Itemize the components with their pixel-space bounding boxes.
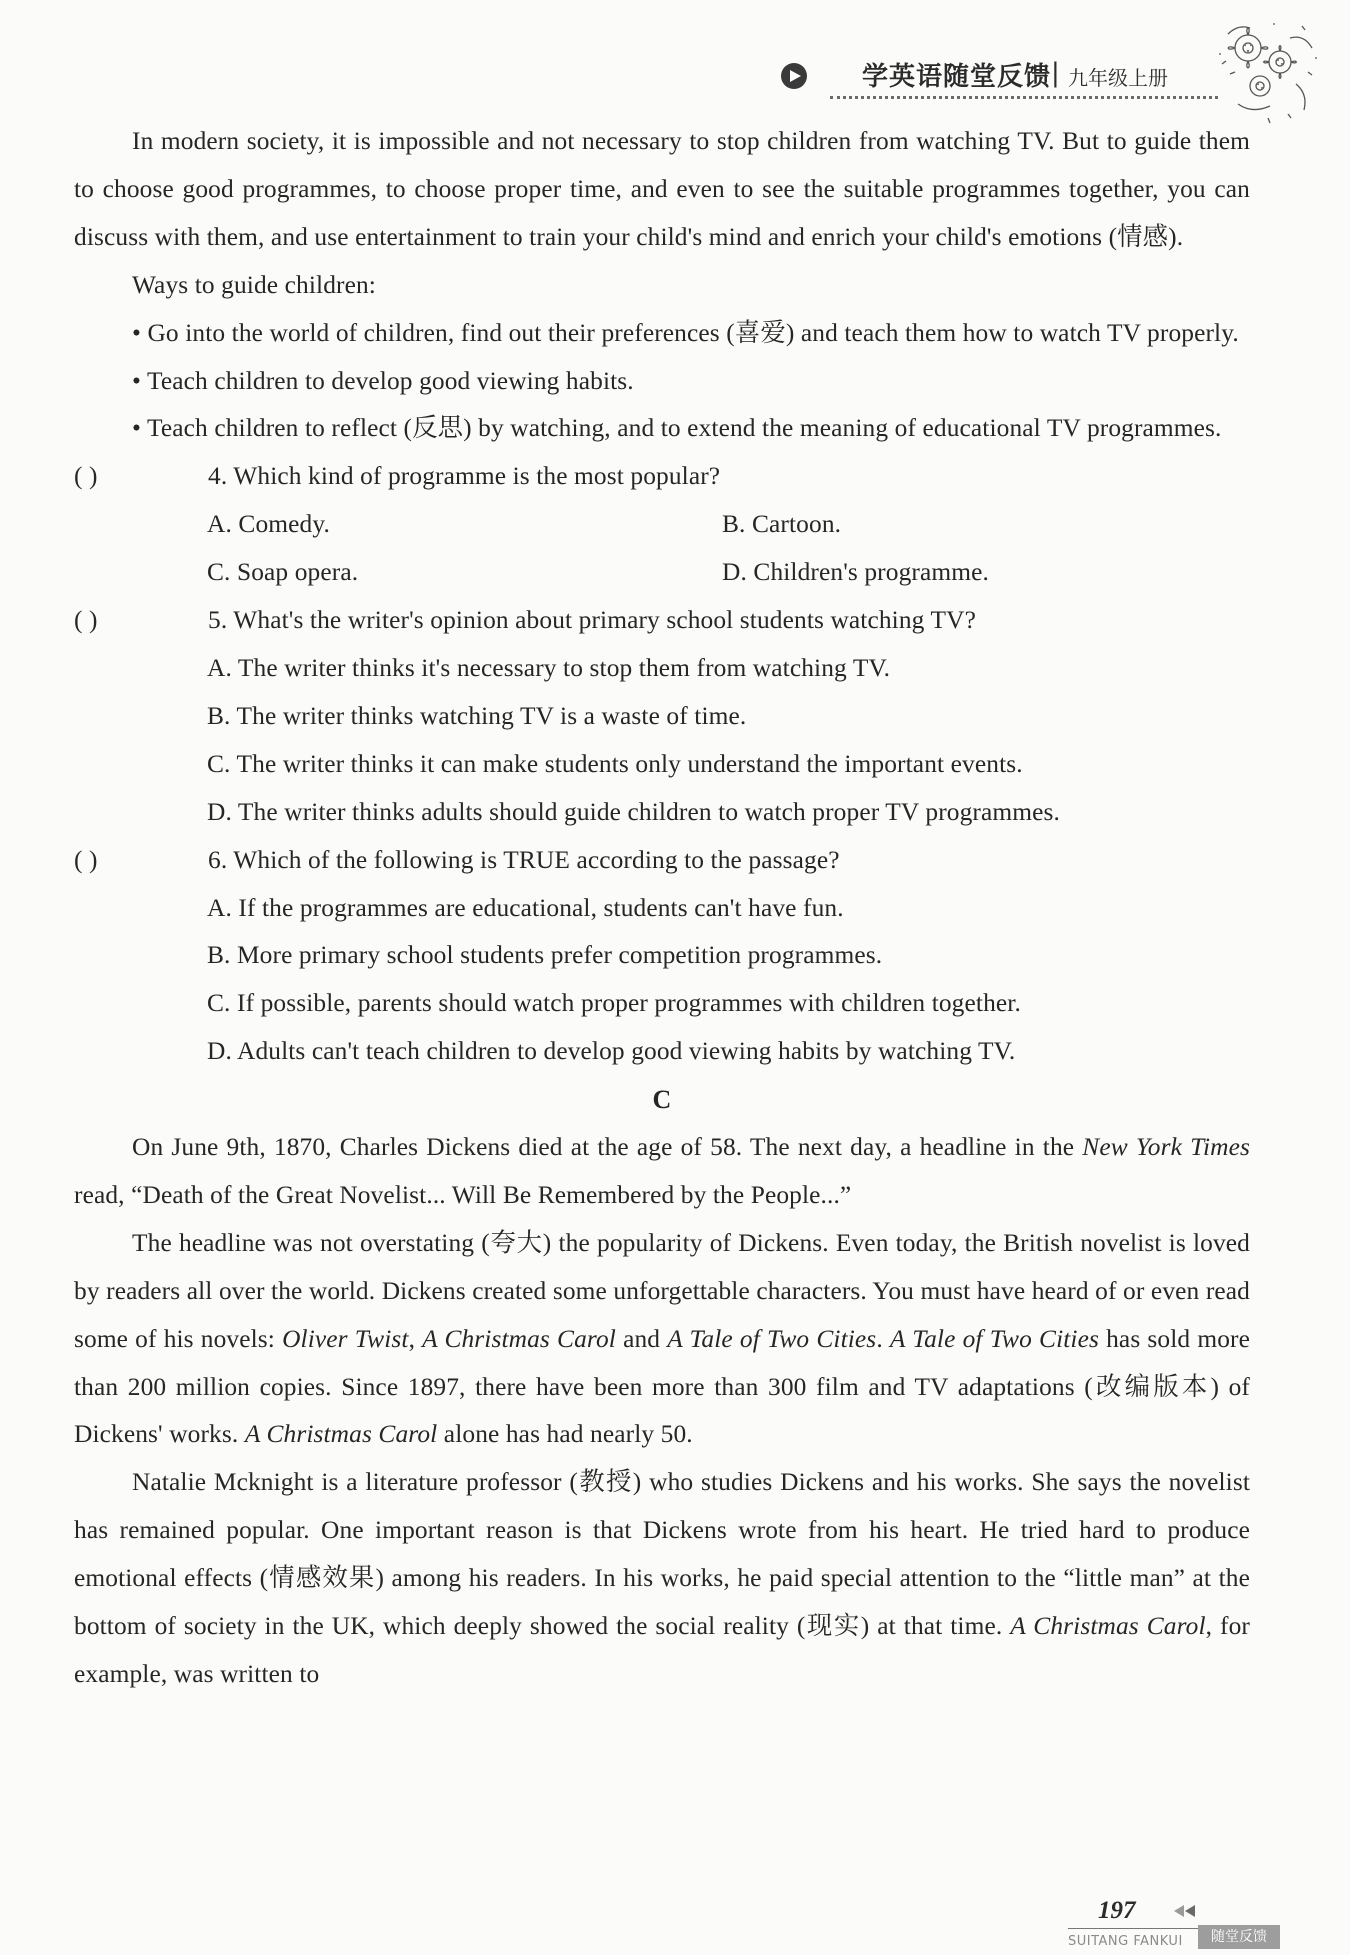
answer-bracket[interactable]: ( ) [74, 606, 98, 635]
footer-pinyin: SUITANG FANKUI [1068, 1934, 1183, 1949]
title-separator: | [1051, 58, 1060, 88]
book-title: 学英语随堂反馈 [862, 62, 1052, 92]
question-6 [74, 837, 1250, 885]
section-heading: C [652, 1085, 672, 1115]
question-4-options [74, 501, 1250, 597]
question-5 [74, 597, 1250, 645]
ways-heading: Ways to guide children: [132, 270, 376, 299]
bullet-item: • Teach children to develop good viewing habits. [132, 366, 634, 395]
footer-tag: 随堂反馈 [1198, 1925, 1280, 1949]
question-text: 5. What's the writer's opinion about primary school students watching TV? [208, 606, 976, 635]
option-c: C. Soap opera. [207, 558, 359, 587]
bullet-item: • Teach children to reflect (反思) by watching, and to extend the meaning of educational TV programmes. [132, 414, 1222, 443]
text-run: The headline was not overstating (夸大) the popularity of Dickens. Even today, the British novelist is loved by readers all over the world. Dickens created some unforgettable characters. You must have heard of or even read some of his novels: [74, 1228, 1250, 1353]
text-run: has sold more than 200 million copies. Since 1897, there have been more than 300 film and TV adaptations (改编版本) of Dickens' works. [74, 1324, 1250, 1449]
answer-bracket[interactable]: ( ) [74, 845, 98, 874]
bullet-item: • Go into the world of children, find out their preferences (喜爱) and teach them how to watch TV properly. [132, 318, 1239, 347]
book-title-italic: A Tale of Two Cities [889, 1324, 1099, 1353]
text-run: and [615, 1324, 668, 1353]
option-a: A. If the programmes are educational, students can't have fun. [207, 893, 844, 922]
option-b: B. More primary school students prefer competition programmes. [207, 941, 883, 970]
text-run: , for example, was written to [74, 1612, 1250, 1688]
book-grade: 九年级上册 [1068, 66, 1168, 90]
option-d: D. Adults can't teach children to develop good viewing habits by watching TV. [207, 1037, 1016, 1066]
text-run: alone has had nearly 50. [437, 1420, 693, 1449]
text-run: On June 9th, 1870, Charles Dickens died at the age of 58. The next day, a headline in the [132, 1133, 1083, 1162]
question-text: 4. Which kind of programme is the most popular? [208, 462, 721, 491]
option-c: C. If possible, parents should watch proper programmes with children together. [207, 989, 1021, 1018]
play-circle-icon [780, 62, 808, 90]
option-b: B. The writer thinks watching TV is a waste of time. [207, 701, 747, 730]
header-dotted-rule [830, 96, 1218, 99]
text-run: , [408, 1324, 423, 1353]
option-a: A. The writer thinks it's necessary to stop them from watching TV. [207, 653, 891, 682]
running-header [780, 52, 1220, 102]
text-run: read, “Death of the Great Novelist... Will Be Remembered by the People...” [74, 1180, 852, 1209]
option-c: C. The writer thinks it can make students only understand the important events. [207, 749, 1023, 778]
book-title-italic: A Christmas Carol [1010, 1612, 1206, 1641]
option-d: D. The writer thinks adults should guide children to watch proper TV programmes. [207, 797, 1060, 826]
page-number: 197 [1098, 1897, 1136, 1924]
book-title-italic: A Tale of Two Cities [667, 1324, 877, 1353]
option-d: D. Children's programme. [722, 558, 989, 587]
double-left-arrow-icon [1174, 1905, 1196, 1917]
question-4 [74, 453, 1250, 501]
book-title-italic: A Christmas Carol [244, 1420, 438, 1449]
book-title-italic: A Christmas Carol [422, 1324, 616, 1353]
newspaper-title: New York Times [1082, 1133, 1250, 1162]
text-run: Natalie Mcknight is a literature professor (教授) who studies Dickens and his works. She says the novelist has remained popular. One important reason is that Dickens wrote from his heart. He tried hard to produce emotional effects (情感效果) among his readers. In his works, he paid special attention to the “little man” at the bottom of society in the UK, which deeply showed the social reality (现实) at that time. [74, 1468, 1250, 1641]
question-text: 6. Which of the following is TRUE according to the passage? [208, 845, 840, 874]
text-run: . [876, 1324, 890, 1353]
paragraph [74, 1459, 1250, 1699]
paragraph: In modern society, it is impossible and not necessary to stop children from watching TV. But to guide them to choose good programmes, to choose proper time, and even to see the suitable programmes together, you can discuss with them, and use entertainment to train your child's mind and enrich your child's emotions (情感). [74, 127, 1250, 251]
paragraph [74, 1124, 1250, 1220]
flower-ornament-icon [1208, 14, 1326, 132]
page-content [74, 118, 1250, 1699]
book-title-italic: Oliver Twist [282, 1324, 409, 1353]
option-a: A. Comedy. [207, 510, 330, 539]
paragraph [74, 1220, 1250, 1460]
answer-bracket[interactable]: ( ) [74, 462, 98, 491]
option-b: B. Cartoon. [722, 510, 842, 539]
footer-rule [1068, 1928, 1198, 1929]
